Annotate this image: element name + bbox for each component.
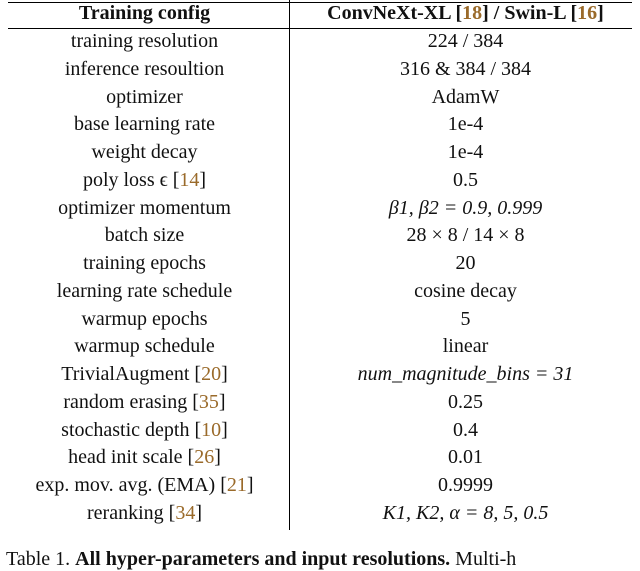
config-value: 316 & 384 / 384 xyxy=(399,57,532,80)
header-training-config: Training config xyxy=(78,2,211,24)
citation-link[interactable]: 34 xyxy=(175,501,196,524)
config-key: batch size xyxy=(104,224,185,247)
table-row xyxy=(0,139,640,167)
table-row xyxy=(0,195,640,223)
table-row xyxy=(0,84,640,112)
config-value: 224 / 384 xyxy=(427,30,504,52)
config-key: random erasing [35] xyxy=(63,390,226,413)
citation-link[interactable]: 18 xyxy=(462,2,483,24)
table-row xyxy=(0,389,640,417)
config-value: 0.4 xyxy=(453,418,478,441)
config-value: 1e-4 xyxy=(447,141,484,163)
config-key: base learning rate xyxy=(73,113,216,136)
header-models: ConvNeXt-XL [18] / Swin-L [16] xyxy=(327,2,604,24)
citation-link[interactable]: 14 xyxy=(179,168,200,191)
config-key: warmup schedule xyxy=(74,335,215,358)
config-value: 0.9999 xyxy=(438,474,493,496)
citation-link[interactable]: 26 xyxy=(194,446,215,469)
config-value: 28 × 8 / 14 × 8 xyxy=(406,224,525,247)
citation-link[interactable]: 35 xyxy=(198,390,219,413)
table-row xyxy=(0,306,640,334)
table-row xyxy=(0,361,640,389)
config-value: 5 xyxy=(460,307,471,330)
config-value: 1e-4 xyxy=(447,113,484,136)
citation-link[interactable]: 16 xyxy=(577,2,598,24)
config-value: AdamW xyxy=(431,85,500,108)
config-value: 20 xyxy=(455,252,476,274)
table-row xyxy=(0,278,640,306)
table-row xyxy=(0,417,640,445)
table-row xyxy=(0,444,640,472)
table-row xyxy=(0,28,640,56)
config-value: cosine decay xyxy=(414,279,517,302)
config-key: training epochs xyxy=(83,252,206,274)
config-key: reranking [34] xyxy=(87,501,202,524)
config-key: warmup epochs xyxy=(81,307,208,330)
config-key: weight decay xyxy=(91,141,198,163)
table-row xyxy=(0,56,640,84)
config-key: poly loss ϵ [14] xyxy=(82,168,207,191)
table-row xyxy=(0,250,640,278)
config-value: linear xyxy=(442,335,489,358)
config-key: stochastic depth [10] xyxy=(61,418,228,441)
config-key: TrivialAugment [20] xyxy=(61,363,228,385)
config-key: optimizer xyxy=(106,85,183,108)
table-row xyxy=(0,500,640,528)
table-row xyxy=(0,333,640,361)
config-value: 0.25 xyxy=(448,390,483,413)
table-row xyxy=(0,472,640,500)
config-key: inference resoultion xyxy=(64,57,225,80)
config-key: optimizer momentum xyxy=(58,196,231,219)
citation-link[interactable]: 20 xyxy=(201,363,222,385)
config-value: 0.01 xyxy=(448,446,483,469)
config-value: K1, K2, α = 8, 5, 0.5 xyxy=(382,501,549,524)
table-row xyxy=(0,222,640,250)
table-row xyxy=(0,111,640,139)
config-key: learning rate schedule xyxy=(56,279,233,302)
config-value: num_magnitude_bins = 31 xyxy=(357,363,574,385)
config-key: training resolution xyxy=(70,30,219,52)
table-row xyxy=(0,167,640,195)
citation-link[interactable]: 10 xyxy=(201,418,222,441)
config-key: exp. mov. avg. (EMA) [21] xyxy=(35,474,254,496)
table-header-row xyxy=(0,0,640,28)
table-caption: Table 1. All hyper-parameters and input resolutions. Multi-h xyxy=(6,548,517,570)
config-value: β1, β2 = 0.9, 0.999 xyxy=(388,196,543,219)
config-key: head init scale [26] xyxy=(68,446,221,469)
citation-link[interactable]: 21 xyxy=(226,474,247,496)
config-value: 0.5 xyxy=(453,168,478,191)
